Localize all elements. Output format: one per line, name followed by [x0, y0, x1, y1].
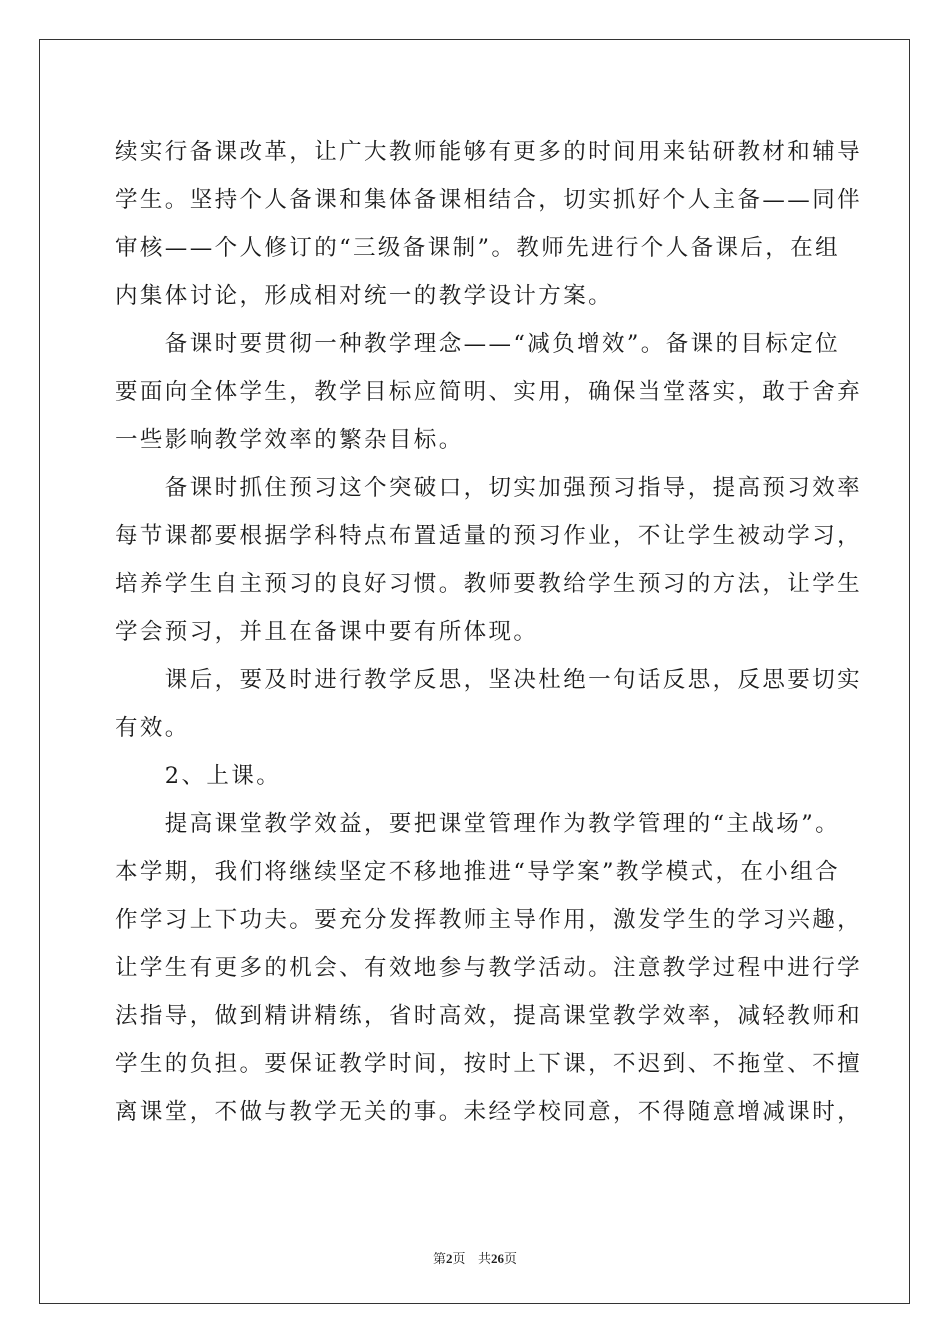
- text-line: 离课堂，不做与教学无关的事。未经学校同意，不得随意增减课时，: [115, 1099, 863, 1125]
- text-line: 审核——个人修订的“三级备课制”。教师先进行个人备课后，在组: [115, 235, 841, 261]
- text-line: 要面向全体学生，教学目标应简明、实用，确保当堂落实，敢于舍弃: [115, 379, 863, 405]
- text-line: 学生。坚持个人备课和集体备课相结合，切实抓好个人主备——同伴: [115, 187, 863, 213]
- text-line: 法指导，做到精讲精练，省时高效，提高课堂教学效率，减轻教师和: [115, 1003, 863, 1029]
- text-line: 有效。: [115, 715, 190, 741]
- document-body: [115, 128, 863, 1136]
- total-unit: 页: [503, 1252, 517, 1267]
- section-heading: 2、上课。: [115, 763, 282, 789]
- page-footer: [0, 1248, 950, 1267]
- text-line: 提高课堂教学效益，要把课堂管理作为教学管理的“主战场”。: [115, 811, 841, 837]
- page-number: 2: [446, 1251, 453, 1266]
- text-line: 备课时要贯彻一种教学理念——“减负增效”。备课的目标定位: [115, 331, 841, 357]
- text-line: 课后，要及时进行教学反思，坚决杜绝一句话反思，反思要切实: [115, 667, 863, 693]
- text-line: 学会预习，并且在备课中要有所体现。: [115, 619, 539, 645]
- text-line: 备课时抓住预习这个突破口，切实加强预习指导，提高预习效率: [115, 475, 863, 501]
- text-line: 续实行备课改革，让广大教师能够有更多的时间用来钻研教材和辅导: [115, 139, 863, 165]
- text-line: 作学习上下功夫。要充分发挥教师主导作用，激发学生的学习兴趣，: [115, 907, 863, 933]
- total-pages: 26: [490, 1251, 504, 1266]
- page-unit: 页: [452, 1252, 466, 1267]
- total-prefix: 共: [477, 1252, 491, 1267]
- text-line: 让学生有更多的机会、有效地参与教学活动。注意教学过程中进行学: [115, 955, 863, 981]
- text-line: 内集体讨论，形成相对统一的教学设计方案。: [115, 283, 614, 309]
- text-line: 每节课都要根据学科特点布置适量的预习作业，不让学生被动学习，: [115, 523, 863, 549]
- text-line: 一些影响教学效率的繁杂目标。: [115, 427, 464, 453]
- text-line: 培养学生自主预习的良好习惯。教师要教给学生预习的方法，让学生: [115, 571, 863, 597]
- text-line: 本学期，我们将继续坚定不移地推进“导学案”教学模式，在小组合: [115, 859, 841, 885]
- page-prefix: 第: [433, 1252, 447, 1267]
- text-line: 学生的负担。要保证教学时间，按时上下课，不迟到、不拖堂、不擅: [115, 1051, 863, 1077]
